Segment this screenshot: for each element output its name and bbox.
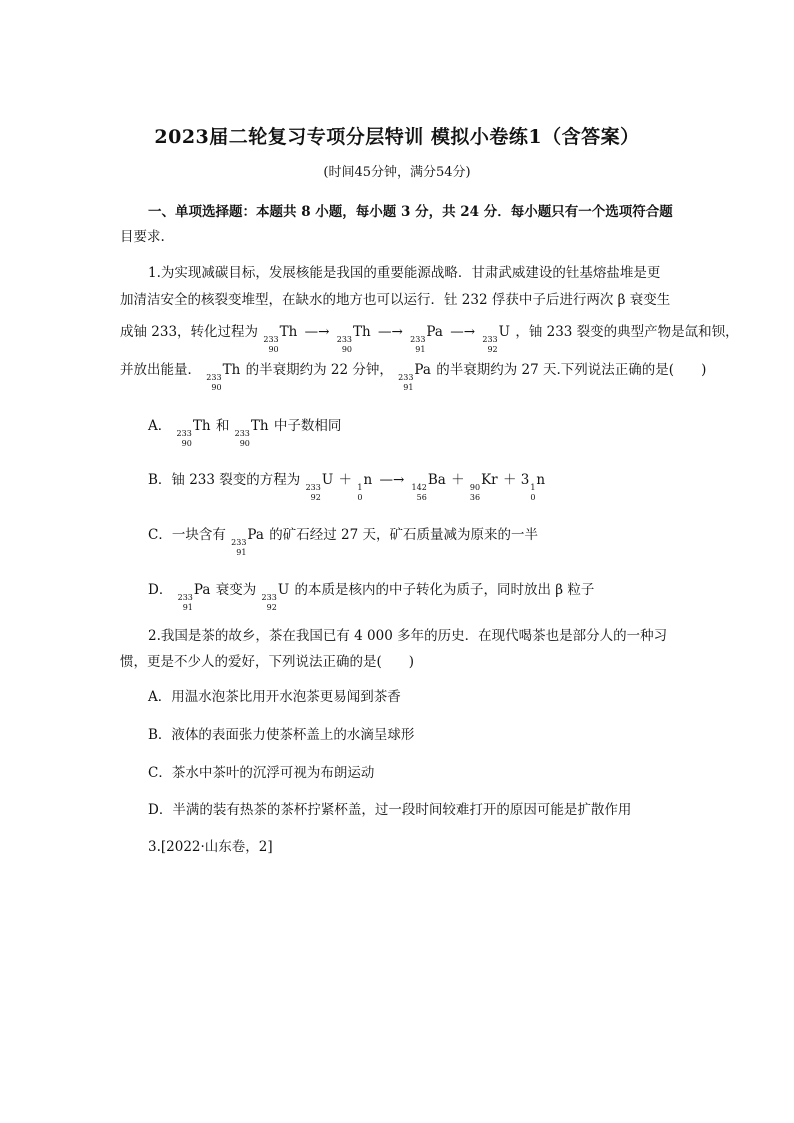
q2-option-b: B．液体的表面张力使茶杯盖上的水滴呈球形 xyxy=(148,727,415,743)
option-label: A． xyxy=(148,418,172,434)
q1-line4 xyxy=(120,358,706,393)
plus-sign: ＋ xyxy=(451,472,465,488)
nuclide-pa233: 233 91 Pa xyxy=(410,324,443,354)
nuclide-u233: 233 92 U xyxy=(482,324,511,354)
nuclide-th233: 233 90 Th xyxy=(263,324,298,354)
option-text: B．铀 233 裂变的方程为 xyxy=(148,472,301,488)
q1-line3 xyxy=(120,320,739,355)
q1-line2: 加清洁安全的核裂变堆型，在缺水的地方也可以运行．钍 232 俘获中子后进行两次 β 衰变生 xyxy=(120,292,671,308)
q2-line2: 惯，更是不少人的爱好，下列说法正确的是( ) xyxy=(120,654,415,670)
option-text: C．一块含有 xyxy=(148,527,226,543)
option-text: 的矿石经过 27 天，矿石质量减为原来的一半 xyxy=(269,527,539,543)
q1-line1: 1.为实现减碳目标，发展核能是我国的重要能源战略．甘肃武威建设的钍基熔盐堆是更 xyxy=(148,265,661,281)
q3-line1: 3.[2022·山东卷，2] xyxy=(148,839,273,855)
q2-line1: 2.我国是茶的故乡，茶在我国已有 4 000 多年的历史．在现代喝茶也是部分人的一种习 xyxy=(148,628,668,644)
q1-line4-suffix: 的半衰期约为 27 天.下列说法正确的是( ) xyxy=(436,362,707,378)
option-text: 衰变为 xyxy=(215,582,257,598)
reaction-arrow: —→ xyxy=(450,324,476,340)
q1-line4-prefix: 并放出能量． xyxy=(120,362,201,378)
plus-sign: ＋ xyxy=(502,472,517,488)
nuclide-neutron: 1 0 n xyxy=(357,472,373,502)
nuclide-ba142: 142 56 Ba xyxy=(411,472,446,502)
option-text: 的本质是核内的中子转化为质子，同时放出 β 粒子 xyxy=(294,582,595,598)
nuclide-pa233: 233 91 Pa xyxy=(177,582,211,612)
nuclide-u233: 233 92 U xyxy=(305,472,334,502)
option-text: 和 xyxy=(215,418,230,434)
option-label: D． xyxy=(148,582,173,598)
section-heading-line1: 一、单项选择题：本题共 8 小题，每小题 3 分，共 24 分．每小题只有一个选项符合题 xyxy=(148,204,673,220)
option-text: 中子数相同 xyxy=(273,418,342,434)
q1-option-b xyxy=(148,468,546,503)
reaction-arrow: —→ xyxy=(378,324,403,340)
q1-option-a xyxy=(148,414,341,449)
nuclide-kr90: 90 36 Kr xyxy=(469,472,498,502)
page-title: 2023届二轮复习专项分层特训 模拟小卷练1（含答案） xyxy=(154,126,640,148)
nuclide-u233: 233 92 U xyxy=(261,582,290,612)
plus-sign: ＋ xyxy=(338,472,353,488)
nuclide-pa233: 233 91 Pa xyxy=(231,527,264,557)
reaction-arrow: —→ xyxy=(304,324,330,340)
q1-option-c xyxy=(148,523,538,558)
q1-line3-prefix: 成铀 233，转化过程为 xyxy=(120,324,259,340)
nuclide-th233-b: 233 90 Th xyxy=(234,418,269,448)
reaction-arrow: —→ xyxy=(379,472,405,488)
coefficient: 3 xyxy=(520,472,530,488)
q2-option-d: D．半满的装有热茶的茶杯拧紧杯盖，过一段时间较难打开的原因可能是扩散作用 xyxy=(148,802,632,818)
q1-option-d xyxy=(148,578,594,613)
q2-option-a: A．用温水泡茶比用开水泡茶更易闻到茶香 xyxy=(148,689,401,705)
nuclide-th233: 233 90 Th xyxy=(206,362,241,392)
section-heading-line2: 目要求. xyxy=(120,229,165,245)
q2-option-c: C．茶水中茶叶的沉浮可视为布朗运动 xyxy=(148,765,375,781)
nuclide-th233: 233 90 Th xyxy=(176,418,211,448)
page-subtitle: (时间45分钟，满分54分) xyxy=(323,165,471,180)
q1-line3-suffix: ，铀 233 裂变的典型产物是氙和钡， xyxy=(515,324,739,340)
q1-line4-mid: 的半衰期约为 22 分钟， xyxy=(245,362,393,378)
nuclide-neutron: 1 0 n xyxy=(530,472,546,502)
nuclide-th233-b: 233 90 Th xyxy=(336,324,371,354)
nuclide-pa233: 233 91 Pa xyxy=(398,362,431,392)
